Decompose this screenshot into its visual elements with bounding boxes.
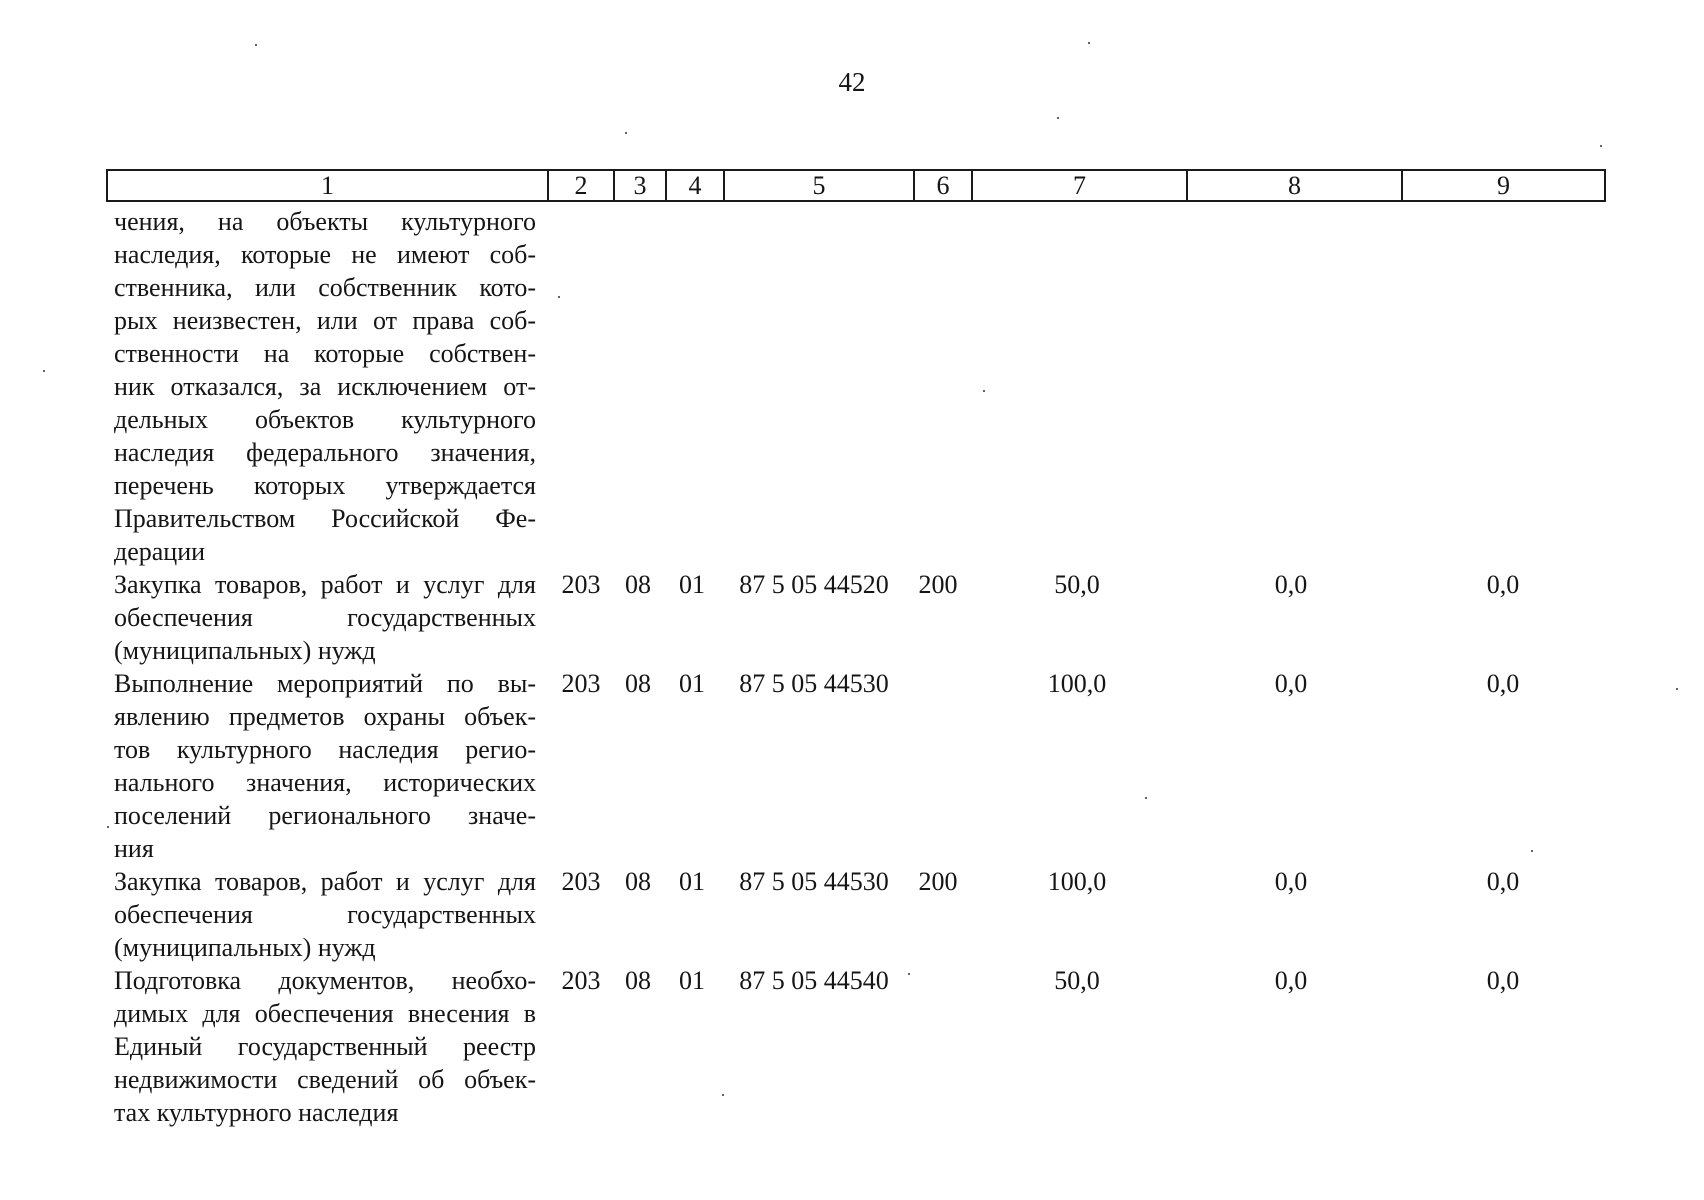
cell-col-3: 08 — [625, 966, 651, 995]
cell-col-4: 01 — [679, 966, 705, 995]
scan-speck — [983, 390, 985, 392]
cell-col-9: 0,0 — [1486, 669, 1520, 698]
scan-speck — [1600, 145, 1602, 147]
cell-col-8: 0,0 — [1274, 966, 1308, 995]
cell-col-5: 87 5 05 44540 — [739, 966, 889, 995]
scan-speck — [1057, 117, 1059, 119]
row-desc-line: Единый государственный реестр — [114, 1032, 536, 1061]
table-row — [114, 667, 536, 865]
row-desc-line: перечень которых утверждается — [114, 471, 536, 500]
row-desc-line: ник отказался, за исключением от- — [114, 372, 536, 401]
row-desc-line: (муниципальных) нужд — [114, 636, 376, 665]
row-desc-line: наследия, которые не имеют соб- — [114, 240, 536, 269]
cell-col-2: 203 — [561, 867, 601, 896]
cell-col-3: 08 — [625, 669, 651, 698]
scan-speck — [908, 973, 910, 975]
row-desc-line: явлению предметов охраны объек- — [114, 702, 536, 731]
cell-col-5: 87 5 05 44530 — [739, 867, 889, 896]
scan-speck — [1145, 797, 1147, 799]
cell-col-7: 100,0 — [1047, 867, 1107, 896]
cell-col-9: 0,0 — [1486, 570, 1520, 599]
cell-col-6: 200 — [918, 570, 958, 599]
cell-col-5: 87 5 05 44530 — [739, 669, 889, 698]
cell-col-8: 0,0 — [1274, 867, 1308, 896]
scan-speck — [722, 1094, 724, 1096]
header-col-7: 7 — [973, 171, 1188, 200]
scan-speck — [1088, 42, 1090, 44]
row-desc-line: чения, на объекты культурного — [114, 207, 536, 236]
cell-col-3: 08 — [625, 570, 651, 599]
cell-col-6: 200 — [918, 867, 958, 896]
row-desc-line: ственности на которые собствен- — [114, 339, 536, 368]
cell-col-7: 100,0 — [1047, 669, 1107, 698]
header-col-5: 5 — [725, 171, 915, 200]
scan-speck — [1676, 688, 1678, 690]
table-row — [114, 964, 536, 1129]
row-desc-line: Выполнение мероприятий по вы- — [114, 669, 536, 698]
cell-col-8: 0,0 — [1274, 570, 1308, 599]
row-desc-line: ния — [114, 834, 154, 863]
row-desc-line: недвижимости сведений об объек- — [114, 1065, 536, 1094]
cell-col-9: 0,0 — [1486, 867, 1520, 896]
scan-speck — [255, 44, 257, 46]
cell-col-9: 0,0 — [1486, 966, 1520, 995]
row-desc-line: Закупка товаров, работ и услуг для — [114, 570, 536, 599]
row-desc-line: наследия федерального значения, — [114, 438, 536, 467]
cell-col-4: 01 — [679, 669, 705, 698]
row-desc-line: (муниципальных) нужд — [114, 933, 376, 962]
row-desc-line: Закупка товаров, работ и услуг для — [114, 867, 536, 896]
row-desc-line: ственника, или собственник кото- — [114, 273, 536, 302]
header-col-6: 6 — [915, 171, 973, 200]
row-desc-line: дерации — [114, 537, 206, 566]
row-desc-line: нального значения, исторических — [114, 768, 536, 797]
scan-speck — [625, 132, 627, 134]
table-row — [114, 865, 536, 964]
header-col-8: 8 — [1188, 171, 1403, 200]
cell-col-8: 0,0 — [1274, 669, 1308, 698]
cell-col-4: 01 — [679, 867, 705, 896]
table-row — [114, 568, 536, 667]
table-row — [114, 205, 536, 568]
scan-speck — [558, 296, 560, 298]
cell-col-4: 01 — [679, 570, 705, 599]
cell-col-7: 50,0 — [1054, 966, 1100, 995]
row-desc-line: димых для обеспечения внесения в — [114, 999, 536, 1028]
row-desc-line: дельных объектов культурного — [114, 405, 536, 434]
row-desc-line: обеспечения государственных — [114, 603, 536, 632]
cell-col-3: 08 — [625, 867, 651, 896]
table-header — [106, 169, 1606, 202]
row-desc-line: поселений регионального значе- — [114, 801, 536, 830]
row-desc-line: Правительством Российской Фе- — [114, 504, 536, 533]
cell-col-2: 203 — [561, 570, 601, 599]
row-desc-line: рых неизвестен, или от права соб- — [114, 306, 536, 335]
row-desc-line: обеспечения государственных — [114, 900, 536, 929]
row-desc-line: Подготовка документов, необхо- — [114, 966, 536, 995]
row-desc-line: тах культурного наследия — [114, 1098, 399, 1127]
cell-col-2: 203 — [561, 669, 601, 698]
header-col-9: 9 — [1497, 171, 1510, 200]
row-desc-line: тов культурного наследия регио- — [114, 735, 536, 764]
scan-speck — [43, 370, 45, 372]
cell-col-7: 50,0 — [1054, 570, 1100, 599]
header-col-1: 1 — [108, 171, 549, 200]
cell-col-2: 203 — [561, 966, 601, 995]
scan-speck — [107, 826, 109, 828]
header-col-2: 2 — [549, 171, 615, 200]
page-number: 42 — [838, 67, 866, 97]
scan-speck — [1531, 850, 1533, 852]
header-col-4: 4 — [667, 171, 725, 200]
cell-col-5: 87 5 05 44520 — [739, 570, 889, 599]
header-col-3: 3 — [615, 171, 667, 200]
